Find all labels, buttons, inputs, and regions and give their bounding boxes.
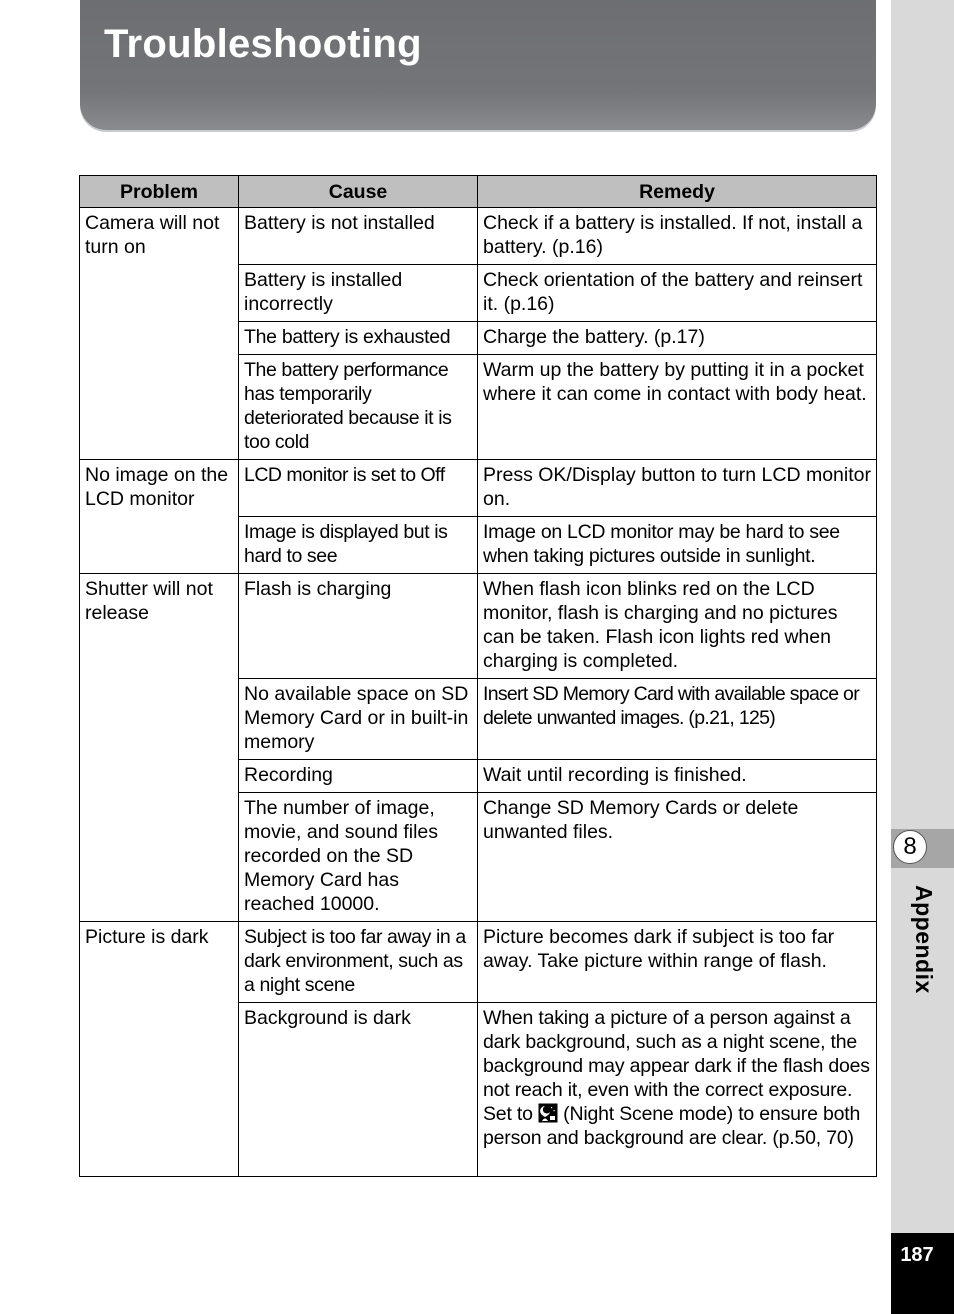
troubleshooting-table — [79, 175, 877, 1177]
cause-cell: Battery is installed incorrectly — [239, 265, 478, 322]
night-scene-mode-icon — [538, 1103, 558, 1123]
remedy-cell: Picture becomes dark if subject is too far away. Take picture within range of flash. — [478, 922, 877, 1003]
remedy-cell — [478, 1003, 877, 1177]
table-header-row — [80, 176, 877, 208]
cause-cell: Subject is too far away in a dark environment, such as a night scene — [239, 922, 478, 1003]
cause-cell: Image is displayed but is hard to see — [239, 517, 478, 574]
remedy-text-after: (Night Scene mode) to ensure both person and background are clear. (p.50, 70) — [483, 1103, 861, 1149]
table-row — [80, 574, 877, 679]
chapter-number-badge: 8 — [893, 830, 927, 864]
cause-cell: Flash is charging — [239, 574, 478, 679]
header-remedy: Remedy — [478, 176, 877, 208]
remedy-cell: Image on LCD monitor may be hard to see when taking pictures outside in sunlight. — [478, 517, 877, 574]
remedy-cell: Press OK/Display button to turn LCD monitor on. — [478, 460, 877, 517]
remedy-cell: Check orientation of the battery and reinsert it. (p.16) — [478, 265, 877, 322]
header-banner — [80, 0, 876, 130]
remedy-cell: Check if a battery is installed. If not, install a battery. (p.16) — [478, 208, 877, 265]
header-cause: Cause — [239, 176, 478, 208]
page-number: 187 — [900, 1244, 934, 1266]
remedy-text-before: When taking a picture of a person against a dark background, such as a night scene, the background may appear dark if the flash does not reach it, even with the correct exposure. Set to — [483, 1007, 870, 1125]
table-row — [80, 460, 877, 517]
remedy-cell: Wait until recording is finished. — [478, 760, 877, 793]
cause-cell: No available space on SD Memory Card or in built-in memory — [239, 679, 478, 760]
side-tab-strip — [891, 0, 954, 1314]
cause-cell: The battery is exhausted — [239, 322, 478, 355]
problem-cell: No image on the LCD monitor — [80, 460, 239, 574]
cause-cell: The number of image, movie, and sound files recorded on the SD Memory Card has reached 10000. — [239, 793, 478, 922]
remedy-cell: Insert SD Memory Card with available space or delete unwanted images. (p.21, 125) — [478, 679, 877, 760]
cause-cell: LCD monitor is set to Off — [239, 460, 478, 517]
cause-cell: Background is dark — [239, 1003, 478, 1177]
remedy-cell: Change SD Memory Cards or delete unwanted files. — [478, 793, 877, 922]
cause-cell: Battery is not installed — [239, 208, 478, 265]
problem-cell: Picture is dark — [80, 922, 239, 1177]
remedy-cell: Charge the battery. (p.17) — [478, 322, 877, 355]
cause-cell: Recording — [239, 760, 478, 793]
remedy-cell: Warm up the battery by putting it in a pocket where it can come in contact with body heat. — [478, 355, 877, 460]
table-row — [80, 208, 877, 265]
cause-cell: The battery performance has temporarily deteriorated because it is too cold — [239, 355, 478, 460]
table-row — [80, 922, 877, 1003]
header-problem: Problem — [80, 176, 239, 208]
problem-cell: Camera will not turn on — [80, 208, 239, 460]
chapter-label: Appendix — [911, 885, 937, 994]
remedy-cell: When flash icon blinks red on the LCD monitor, flash is charging and no pictures can be taken. Flash icon lights red when charging is completed. — [478, 574, 877, 679]
problem-cell: Shutter will not release — [80, 574, 239, 922]
page-title: Troubleshooting — [104, 22, 422, 66]
